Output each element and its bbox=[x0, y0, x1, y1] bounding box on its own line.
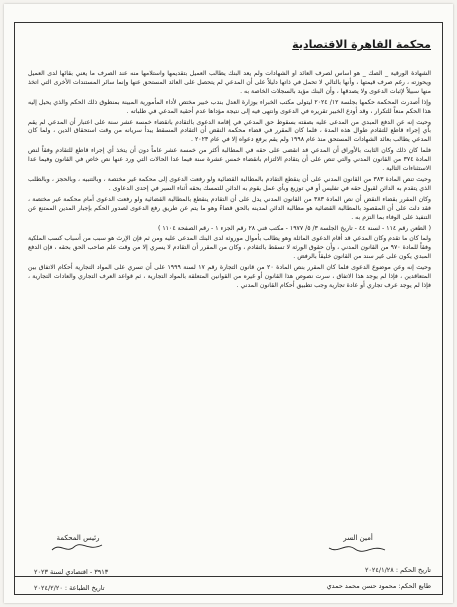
paragraph: وإذا أصدرت المحكمة حكمها بجلسة ١٢/ ٢٠٢٤ ليتولى مكتب الخبراء بوزارة العدل بندب خبير مختص لأداء المأمورية المبينة بمنطوق ذلك الحكم والذي يحيل إليه هذا الحكم منعاً للتكرار ، وقد أودع الخبير تقريره في الدعوى وانتهى فيه إلى نتيجة مؤداها عدم أحقية المدعي في طلباته . bbox=[28, 98, 431, 115]
print-date: تاريخ الطباعة : ٢٠٢٤/٢/٢٠ bbox=[34, 584, 105, 592]
paragraph: ( الطعن رقم ١١٤ - لسنة ٤٤ - تاريخ الجلسة ٣/ ٥/ ١٩٧٧ - مكتب فني ٢٨ رقم الجزء ١ - رقم الصفحة ١١٠٤ ) bbox=[157, 224, 431, 232]
paragraph: الشهادة الورقية _ الصك _ هو أساس لصرف العائد أو الشهادات ولم يعد البنك يطالب العميل بتقديمها واستلامها منه عند الصرف ما يعني بقائها لدى العميل ويحوزته ، رغم صرف قيمتها ، وأنها بالتالي لا تحمل في ذاتها دليلاً على أن المدعي لم يتحصل على العائد المستحق عنها وإنما سائر المستندات الأخرى التي اتخذ منها سبيلاً لإثبات الدعوى ولا يصدقها ، وأن البنك مؤيد بالسجلات الخاصة به . bbox=[28, 70, 431, 95]
judge-signature bbox=[48, 534, 108, 554]
paragraph: فلما كان ذلك وكان الثابت بالأوراق أن المدعي قد انقضى على حقه في المطالبة أكثر من خمسة عشر عاماً دون أن يتخذ أي إجراء قاطع للتقادم وفقاً لنص المادة ٣٧٤ من القانون المدني والتي تنص على أن يتقادم الالتزام بانقضاء خمس عشرة سنة فيما عدا الحالات التي ورد عنها نص خاص في القانون وفيما عدا الاستثناءات التالية . bbox=[28, 147, 431, 173]
signature-scribble bbox=[48, 542, 108, 554]
judge-label: رئيس المحكمة bbox=[56, 534, 100, 542]
document-page bbox=[4, 4, 453, 603]
case-number: ٣٩١٣ - اقتصادي لسنة ٢٠٢٣ bbox=[34, 568, 109, 576]
paragraph: وحيث تنص المادة ٣٨٣ من القانون المدني على أن ينقطع التقادم بالمطالبة القضائية ولو رفعت الدعوى إلى محكمة غير مختصة ، وبالتنبيه ، وبالحجز ، وبالطلب الذي يتقدم به الدائن لقبول حقه في تفليس أو في توزيع وبأي عمل يقوم به الدائن للتمسك بحقه أثناء السير في إحدى الدعاوى . bbox=[28, 175, 431, 192]
signature-scribble bbox=[323, 542, 393, 554]
typist-line: طابع الحكم: محمود حسن محمد حمدي bbox=[326, 582, 431, 590]
decision-date: تاريخ الحكم : ٢٠٢٤/١/٢٨ bbox=[364, 566, 431, 574]
paragraph: وحيث إنه عن الدفع المبدي من المدعى عليه بصفته بسقوط حق المدعي في إقامة الدعوى بالتقادم بانقضاء خمسة عشر سنة على اعتبار أن المدعي لم يقم بأي إجراء قاطع للتقادم طوال هذه المدة ، فلما كان المقرر في قضاء محكمة النقض أن التقادم المسقط يبدأ سريانه من وقت استحقاق الدين ، ولما كان المدعي يطالب بعائد الشهادات المستحق منذ عام ١٩٩٨ ولم يقم برفع دعواه إلا في عام ٢٠٢٣ . bbox=[28, 118, 431, 144]
paragraph: وحيث إنه وعن موضوع الدعوى فلما كان المقرر بنص المادة ٢٠ من قانون التجارة رقم ١٧ لسنة ١٩٩٩ على أن تسري على المواد التجارية أحكام الاتفاق بين المتعاقدين ، فإذا لم يوجد هذا الاتفاق ، سرت نصوص هذا القانون أو غيره من القوانين المتعلقة بالمواد التجارية ، ثم قواعد العرف التجاري والعادات التجارية ، فإذا لم يوجد عرف تجاري أو عادة تجارية وجب تطبيق أحكام القانون المدني . bbox=[28, 264, 431, 289]
judgment-body bbox=[28, 70, 431, 540]
paragraph: وكان المقرر بقضاء النقض أن نص المادة ٣٨٣ من القانون المدني يدل على أن التقادم ينقطع بالمطالبة القضائية ولو رفعت الدعوى أمام محكمة غير مختصة ، فقد دلت على أن المقصود بالمطالبة القضائية هو مطالبة الدائن لمدينه بالحق قضاءً وهو ما يتم عن طريق رفع الدعوى لصدور الحكم بإجبار المدين الممتنع عن التنفيذ على الوفاء بما التزم به . bbox=[28, 195, 431, 221]
footer-divider bbox=[14, 576, 443, 577]
paragraph: ولما كان ما تقدم وكان المدعي قد أقام الدعوى الماثلة وهو يطالب بأموال موروثة لدى البنك المدعى عليه ومن ثم فإن الإرث هو سبب من أسباب كسب الملكية وفقاً للمادة ٩٧٠ من القانون المدني ، وأن حقوق الورثة لا تسقط بالتقادم ، وكان من المقرر أن التقادم لا يسري إلا من وقت علم صاحب الحق بحقه ، فإن الدفع المبدي يكون على غير سند من القانون خليقاً بالرفض . bbox=[28, 235, 431, 261]
court-title: محكمة القاهرة الاقتصادية bbox=[292, 38, 431, 51]
secretary-label: أمين السر bbox=[343, 534, 373, 542]
secretary-signature bbox=[323, 534, 393, 554]
